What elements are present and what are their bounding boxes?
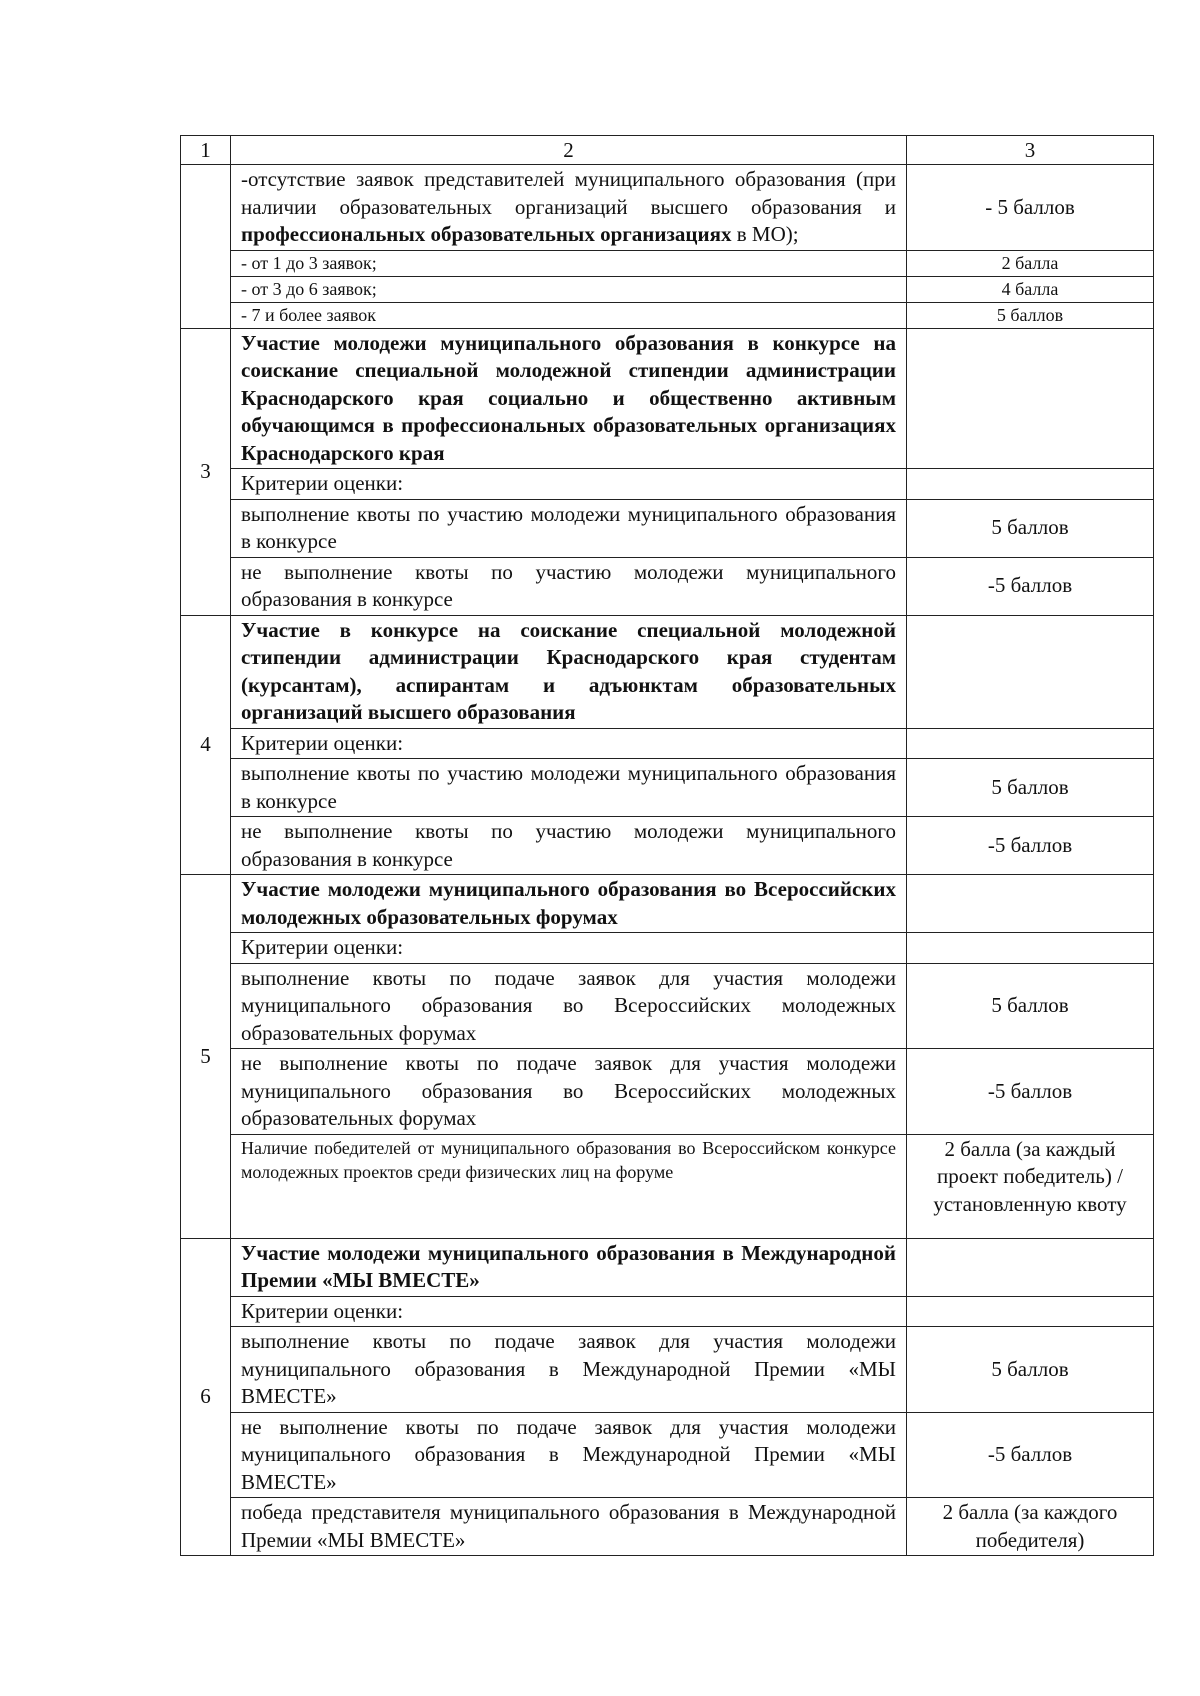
criterion-score-empty — [907, 328, 1154, 469]
criterion-text: выполнение квоты по участию молодежи муниципального образования в конкурсе — [231, 759, 907, 817]
table-row — [181, 1296, 1154, 1327]
table-row — [181, 1134, 1154, 1238]
criterion-score-empty — [907, 875, 1154, 933]
table-row — [181, 1412, 1154, 1498]
table-row — [181, 728, 1154, 759]
criterion-text: победа представителя муниципального образования в Международной Премии «МЫ ВМЕСТЕ» — [231, 1498, 907, 1556]
criterion-text: - от 1 до 3 заявок; — [231, 250, 907, 276]
criterion-score: 5 баллов — [907, 963, 1154, 1049]
table-row — [181, 1327, 1154, 1413]
table-row — [181, 759, 1154, 817]
header-col-2: 2 — [231, 136, 907, 165]
header-col-3: 3 — [907, 136, 1154, 165]
section-title: Участие молодежи муниципального образования в Международной Премии «МЫ ВМЕСТЕ» — [231, 1238, 907, 1296]
criterion-score: -5 баллов — [907, 1049, 1154, 1135]
table-row — [181, 250, 1154, 276]
criterion-text: выполнение квоты по подаче заявок для участия молодежи муниципального образования в Международной Премии «МЫ ВМЕСТЕ» — [231, 1327, 907, 1413]
criteria-label: Критерии оценки: — [231, 469, 907, 500]
criterion-text — [231, 165, 907, 251]
criterion-score: -5 баллов — [907, 817, 1154, 875]
criterion-score-empty — [907, 933, 1154, 964]
table-row — [181, 302, 1154, 328]
table-row — [181, 615, 1154, 728]
criterion-score: 2 балла (за каждого победителя) — [907, 1498, 1154, 1556]
table-row — [181, 557, 1154, 615]
criterion-score: -5 баллов — [907, 1412, 1154, 1498]
row-number: 6 — [181, 1238, 231, 1556]
criterion-score: 2 балла (за каждый проект победитель) /установленную квоту — [907, 1134, 1154, 1238]
criteria-label: Критерии оценки: — [231, 933, 907, 964]
criterion-score: 5 баллов — [907, 499, 1154, 557]
criteria-table — [180, 135, 1154, 1556]
table-row — [181, 875, 1154, 933]
criterion-text: - 7 и более заявок — [231, 302, 907, 328]
criterion-text-bold: профессиональных образовательных организациях — [241, 222, 732, 246]
table-row — [181, 933, 1154, 964]
section-title: Участие в конкурсе на соискание специальной молодежной стипендии администрации Краснодарского края студентам (курсантам), аспирантам и адъюнктам образовательных организаций высшего образования — [231, 615, 907, 728]
criterion-score: 5 баллов — [907, 759, 1154, 817]
criterion-score-empty — [907, 728, 1154, 759]
table-row — [181, 165, 1154, 251]
header-col-1: 1 — [181, 136, 231, 165]
table-row — [181, 499, 1154, 557]
criterion-score-empty — [907, 1296, 1154, 1327]
table-row — [181, 1238, 1154, 1296]
criterion-score: 2 балла — [907, 250, 1154, 276]
criterion-text: не выполнение квоты по подаче заявок для участия молодежи муниципального образования во Всероссийских молодежных образовательных форумах — [231, 1049, 907, 1135]
criterion-text-part: -отсутствие заявок представителей муниципального образования (при наличии образовательных организаций высшего образования и — [241, 167, 896, 219]
table-row — [181, 817, 1154, 875]
table-row — [181, 276, 1154, 302]
table-row — [181, 328, 1154, 469]
criterion-score: 5 баллов — [907, 302, 1154, 328]
criterion-score-empty — [907, 469, 1154, 500]
criterion-text: не выполнение квоты по участию молодежи муниципального образования в конкурсе — [231, 557, 907, 615]
criterion-text-part: в МО); — [731, 222, 799, 246]
criterion-score: -5 баллов — [907, 557, 1154, 615]
table-row — [181, 1498, 1154, 1556]
header-row — [181, 136, 1154, 165]
criterion-score: 5 баллов — [907, 1327, 1154, 1413]
row-number: 5 — [181, 875, 231, 1239]
criterion-text: выполнение квоты по подаче заявок для участия молодежи муниципального образования во Всероссийских молодежных образовательных форумах — [231, 963, 907, 1049]
criterion-text: - от 3 до 6 заявок; — [231, 276, 907, 302]
section-title: Участие молодежи муниципального образования в конкурсе на соискание специальной молодежной стипендии администрации Краснодарского края социально и общественно активным обучающимся в профессиональных образовательных организациях Краснодарского края — [231, 328, 907, 469]
row-number-empty — [181, 165, 231, 329]
table-row — [181, 469, 1154, 500]
section-title: Участие молодежи муниципального образования во Всероссийских молодежных образовательных форумах — [231, 875, 907, 933]
row-number: 3 — [181, 328, 231, 615]
table-row — [181, 963, 1154, 1049]
row-number: 4 — [181, 615, 231, 875]
criterion-text: не выполнение квоты по участию молодежи муниципального образования в конкурсе — [231, 817, 907, 875]
criteria-label: Критерии оценки: — [231, 1296, 907, 1327]
criteria-label: Критерии оценки: — [231, 728, 907, 759]
criterion-text: Наличие победителей от муниципального образования во Всероссийском конкурсе молодежных проектов среди физических лиц на форуме — [231, 1134, 907, 1238]
criterion-score: 4 балла — [907, 276, 1154, 302]
criterion-text: не выполнение квоты по подаче заявок для участия молодежи муниципального образования в Международной Премии «МЫ ВМЕСТЕ» — [231, 1412, 907, 1498]
criterion-score: - 5 баллов — [907, 165, 1154, 251]
criterion-text: выполнение квоты по участию молодежи муниципального образования в конкурсе — [231, 499, 907, 557]
criterion-score-empty — [907, 1238, 1154, 1296]
criterion-score-empty — [907, 615, 1154, 728]
table-row — [181, 1049, 1154, 1135]
